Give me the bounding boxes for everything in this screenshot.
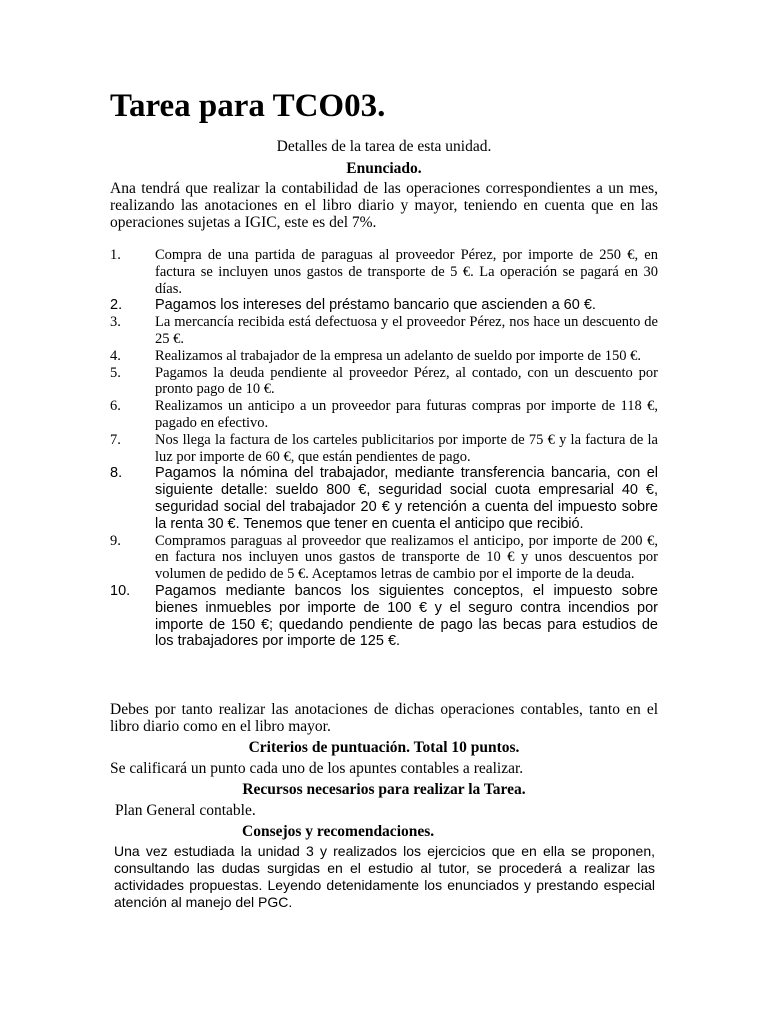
task-number: 7. — [110, 431, 121, 448]
intro-paragraph: Ana tendrá que realizar la contabilidad de las operaciones correspondientes a un mes, realizando las anotaciones en el libro diario y mayor, teniendo en cuenta que en las operaciones sujetas a IGIC, este es del 7%. — [110, 180, 658, 231]
task-text: Pagamos los intereses del préstamo bancario que ascienden a 60 €. — [155, 297, 596, 314]
consejos-heading: Consejos y recomendaciones. — [242, 823, 435, 840]
enunciado-heading: Enunciado. — [346, 160, 422, 177]
criterios-heading: Criterios de puntuación. Total 10 puntos. — [248, 739, 520, 756]
task-number: 4. — [110, 347, 121, 364]
document-title: Tarea para TCO03. — [110, 88, 386, 124]
task-item — [110, 432, 658, 466]
task-number: 1. — [110, 247, 121, 263]
task-list — [110, 247, 658, 650]
closing-paragraph: Debes por tanto realizar las anotaciones de dichas operaciones contables, tanto en el libro diario como en el libro mayor. — [110, 701, 658, 735]
task-number: 5. — [110, 364, 121, 381]
task-text: Nos llega la factura de los carteles publicitarios por importe de 75 € y la factura de la luz por importe de 60 €, que están pendientes de pago. — [155, 431, 658, 465]
task-text: Pagamos mediante bancos los siguientes conceptos, el impuesto sobre bienes inmuebles por importe de 100 € y el seguro contra incendios por importe de 150 €; quedando pendiente de pago las becas para estudios de los trabajadores por importe de 125 €. — [155, 582, 658, 650]
task-item — [110, 465, 658, 532]
task-number: 2. — [110, 297, 123, 314]
task-text: Compramos paraguas al proveedor que realizamos el anticipo, por importe de 200 €, en factura nos incluyen unos gastos de transporte de 10 € y unos descuentos por volumen de pedido de 5 €. Aceptamos letras de cambio por el importe de la deuda. — [155, 532, 658, 583]
task-subtitle: Detalles de la tarea de esta unidad. — [276, 138, 492, 155]
task-text: Compra de una partida de paraguas al proveedor Pérez, por importe de 250 €, en factura se incluyen unos gastos de transporte de 5 €. La operación se pagará en 30 días. — [155, 247, 658, 297]
task-text: Realizamos al trabajador de la empresa un adelanto de sueldo por importe de 150 €. — [155, 347, 641, 364]
criterios-text: Se calificará un punto cada uno de los apuntes contables a realizar. — [110, 760, 524, 777]
task-text: La mercancía recibida está defectuosa y el proveedor Pérez, nos hace un descuento de 25 €. — [155, 314, 658, 347]
task-item — [110, 247, 658, 297]
task-number: 9. — [110, 532, 121, 549]
recursos-text: Plan General contable. — [115, 802, 256, 819]
task-item — [110, 583, 658, 650]
consejos-text: Una vez estudiada la unidad 3 y realizados los ejercicios que en ella se proponen, consultando las dudas surgidas en el estudio al tutor, se procederá a realizar las actividades propuestas. Leyendo detenidamente los enunciados y prestando especial atención al manejo del PGC. — [114, 843, 655, 910]
recursos-heading: Recursos necesarios para realizar la Tarea. — [242, 781, 526, 798]
task-item — [110, 398, 658, 432]
task-number: 3. — [110, 314, 121, 331]
task-item — [110, 365, 658, 399]
task-text: Pagamos la nómina del trabajador, mediante transferencia bancaria, con el siguiente detalle: sueldo 800 €, seguridad social cuota empresarial 40 €, seguridad social del trabajador 20 € y retención a cuenta del impuesto sobre la renta 30 €. Tenemos que tener en cuenta el anticipo que recibió. — [155, 465, 658, 532]
task-item — [110, 297, 658, 314]
task-item — [110, 533, 658, 583]
task-number: 8. — [110, 465, 123, 482]
task-text: Realizamos un anticipo a un proveedor para futuras compras por importe de 118 €, pagado en efectivo. — [155, 398, 658, 431]
task-item — [110, 348, 658, 365]
task-item — [110, 314, 658, 348]
task-text: Pagamos la deuda pendiente al proveedor Pérez, al contado, con un descuento por pronto pago de 10 €. — [155, 364, 658, 398]
task-number: 6. — [110, 398, 121, 415]
task-number: 10. — [110, 582, 131, 599]
